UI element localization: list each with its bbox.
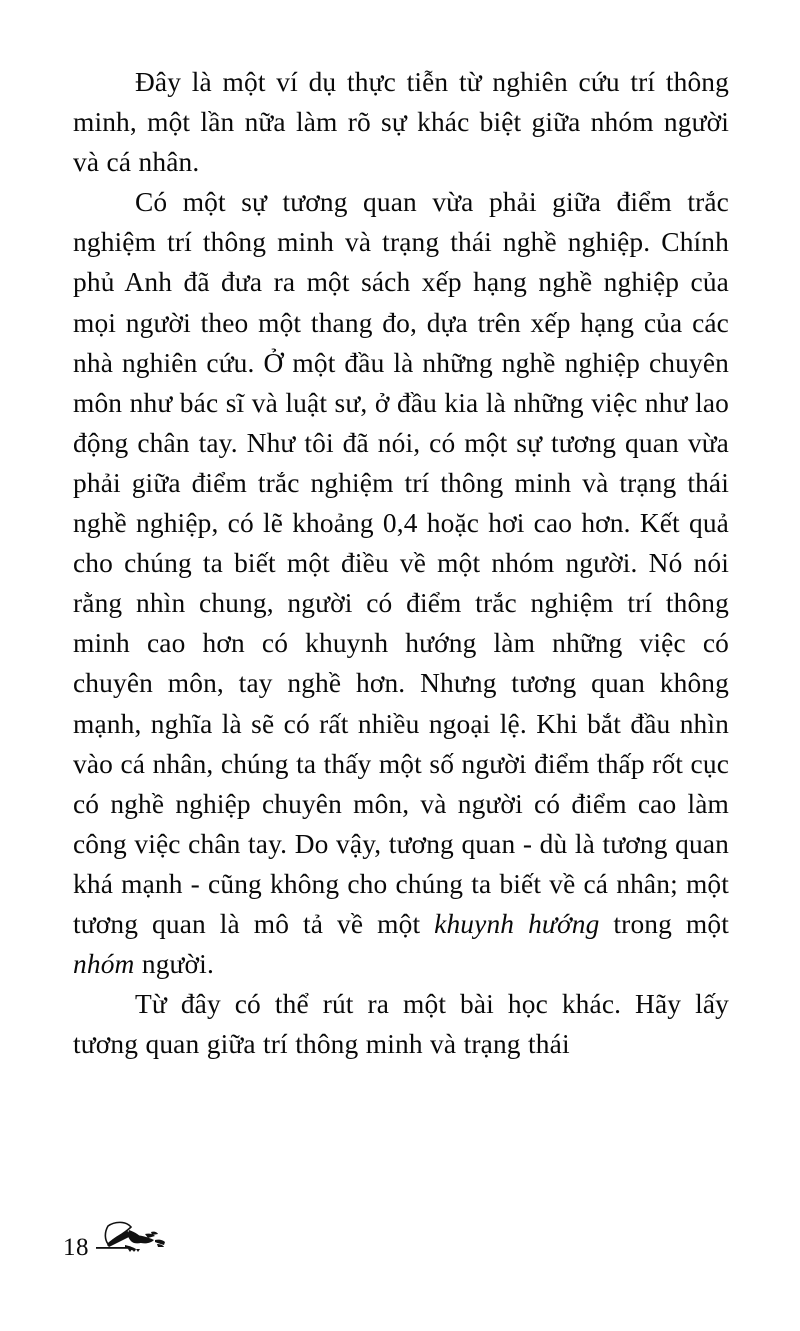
text-run: Đây là một ví dụ thực tiễn từ nghiên cứu trí thông minh, một lần nữa làm rõ sự khác biệt giữa nhóm người và cá nhân. — [73, 67, 729, 178]
decorative-ornament-icon — [95, 1218, 167, 1262]
text-run: trong một — [599, 908, 729, 939]
body-text — [73, 62, 729, 1064]
text-run: Từ đây có thể rút ra một bài học khác. Hãy lấy tương quan giữa trí thông minh và trạng thái — [73, 989, 729, 1060]
paragraph — [73, 62, 729, 182]
paragraph — [73, 182, 729, 984]
page-number: 18 — [63, 1234, 89, 1261]
emphasis-text: khuynh hướng — [434, 908, 600, 939]
text-run: người. — [134, 949, 214, 980]
emphasis-text: nhóm — [73, 949, 135, 980]
paragraph — [73, 984, 729, 1064]
page-footer — [63, 1218, 167, 1260]
text-run: Có một sự tương quan vừa phải giữa điểm trắc nghiệm trí thông minh và trạng thái nghề nghiệp. Chính phủ Anh đã đưa ra một sách xếp hạng nghề nghiệp của mọi người theo một thang đo, dựa trên xếp hạng của các nhà nghiên cứu. Ở một đầu là những nghề nghiệp chuyên môn như bác sĩ và luật sư, ở đầu kia là những việc như lao động chân tay. Như tôi đã nói, có một sự tương quan vừa phải giữa điểm trắc nghiệm trí thông minh và trạng thái nghề nghiệp, có lẽ khoảng 0,4 hoặc hơi cao hơn. Kết quả cho chúng ta biết một điều về một nhóm người. Nó nói rằng nhìn chung, người có điểm trắc nghiệm trí thông minh cao hơn có khuynh hướng làm những việc có chuyên môn, tay nghề hơn. Nhưng tương quan không mạnh, nghĩa là sẽ có rất nhiều ngoại lệ. Khi bắt đầu nhìn vào cá nhân, chúng ta thấy một số người điểm thấp rốt cục có nghề nghiệp chuyên môn, và người có điểm cao làm công việc chân tay. Do vậy, tương quan - dù là tương quan khá mạnh - cũng không cho chúng ta biết về cá nhân; một tương quan là mô tả về một — [73, 187, 729, 939]
